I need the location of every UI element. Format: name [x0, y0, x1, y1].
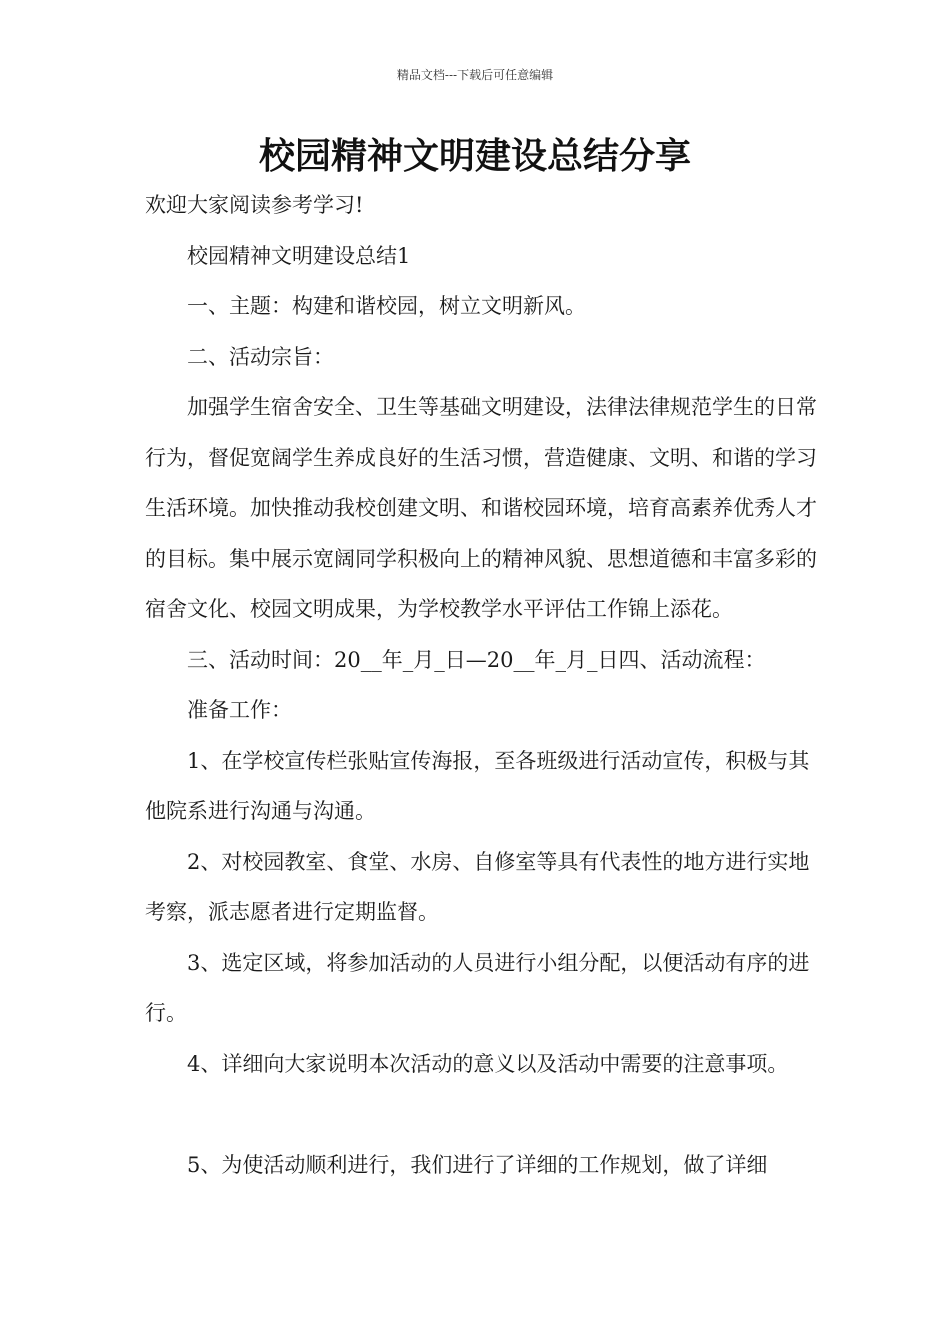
intro-line: 欢迎大家阅读参考学习!	[145, 193, 364, 217]
theme-line: 一、主题：构建和谐校园，树立文明新风。	[187, 294, 586, 318]
list-item: 3、选定区域，将参加活动的人员进行小组分配，以便活动有序的进行。	[145, 950, 810, 1025]
time-line: 三、活动时间：20__年_月_日—20__年_月_日四、活动流程：	[187, 647, 766, 672]
purpose-paragraph: 加强学生宿舍安全、卫生等基础文明建设，法律法律规范学生的日常行为，督促宽阔学生养成良好的生活习惯，营造健康、文明、和谐的学习生活环境。加快推动我校创建文明、和谐校园环境，培育高素养优秀人才的目标。集中展示宽阔同学积极向上的精神风貌、思想道德和丰富多彩的宿舍文化、校园文明成果，为学校教学水平评估工作锦上添花。	[145, 395, 817, 621]
document-body	[145, 180, 825, 1191]
document-title: 校园精神文明建设总结分享	[258, 136, 691, 177]
list-item: 4、详细向大家说明本次活动的意义以及活动中需要的注意事项。	[187, 1051, 789, 1076]
list-item: 5、为使活动顺利进行，我们进行了详细的工作规划，做了详细	[187, 1153, 768, 1177]
preparation-heading: 准备工作：	[187, 698, 292, 722]
list-item: 1、在学校宣传栏张贴宣传海报，至各班级进行活动宣传，积极与其他院系进行沟通与沟通。	[145, 748, 810, 823]
section-heading: 校园精神文明建设总结1	[187, 243, 411, 268]
purpose-heading: 二、活动宗旨：	[187, 344, 334, 369]
page-header: 精品文档---下载后可任意编辑	[396, 68, 554, 82]
blank-space	[145, 1089, 825, 1140]
list-item: 2、对校园教室、食堂、水房、自修室等具有代表性的地方进行实地考察，派志愿者进行定期监督。	[145, 849, 810, 924]
